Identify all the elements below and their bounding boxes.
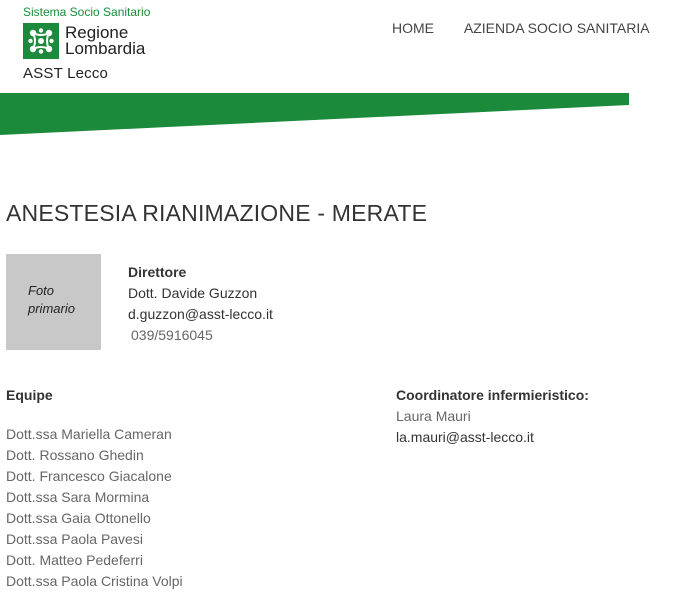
page-title: ANESTESIA RIANIMAZIONE - MERATE [6, 200, 428, 226]
coordinator-name: Laura Mauri [396, 408, 471, 424]
equipe-member: Dott.ssa Mariella Cameran [6, 426, 172, 442]
logo-tagline: Sistema Socio Sanitario [23, 5, 151, 19]
equipe-member: Dott. Matteo Pedeferri [6, 552, 143, 568]
equipe-member: Dott.ssa Paola Pavesi [6, 531, 143, 547]
director-photo-placeholder [6, 254, 101, 350]
logo-name-line2: Lombardia [65, 39, 146, 58]
coordinator-label: Coordinatore infermieristico: [396, 387, 589, 403]
photo-placeholder-text: Foto primario [28, 283, 75, 316]
nav-item-home[interactable]: HOME [392, 20, 434, 36]
equipe-section [6, 386, 183, 592]
nav-item-azienda[interactable]: AZIENDA SOCIO SANITARIA [463, 20, 650, 36]
director-label: Direttore [128, 264, 187, 280]
equipe-member: Dott. Rossano Ghedin [6, 447, 144, 463]
logo-name-line1: Regione [65, 23, 129, 42]
coordinator-section [396, 386, 589, 448]
equipe-member: Dott.ssa Sara Mormina [6, 489, 150, 505]
header-green-band [0, 93, 629, 135]
equipe-label: Equipe [6, 387, 53, 403]
director-name: Dott. Davide Guzzon [128, 285, 258, 301]
main-nav [392, 20, 676, 36]
logo-region-name [65, 25, 145, 57]
equipe-member: Dott. Francesco Giacalone [6, 468, 172, 484]
equipe-member: Dott.ssa Paola Cristina Volpi [6, 573, 183, 589]
regione-lombardia-rosa-camuna-icon [23, 23, 59, 59]
logo-subtitle: ASST Lecco [23, 65, 109, 82]
coordinator-email[interactable]: la.mauri@asst-lecco.it [396, 429, 534, 445]
equipe-member: Dott.ssa Gaia Ottonello [6, 510, 151, 526]
logo[interactable] [23, 5, 163, 82]
director-email[interactable]: d.guzzon@asst-lecco.it [128, 306, 273, 322]
director-phone: 039/5916045 [131, 327, 213, 343]
director-info [128, 262, 273, 346]
